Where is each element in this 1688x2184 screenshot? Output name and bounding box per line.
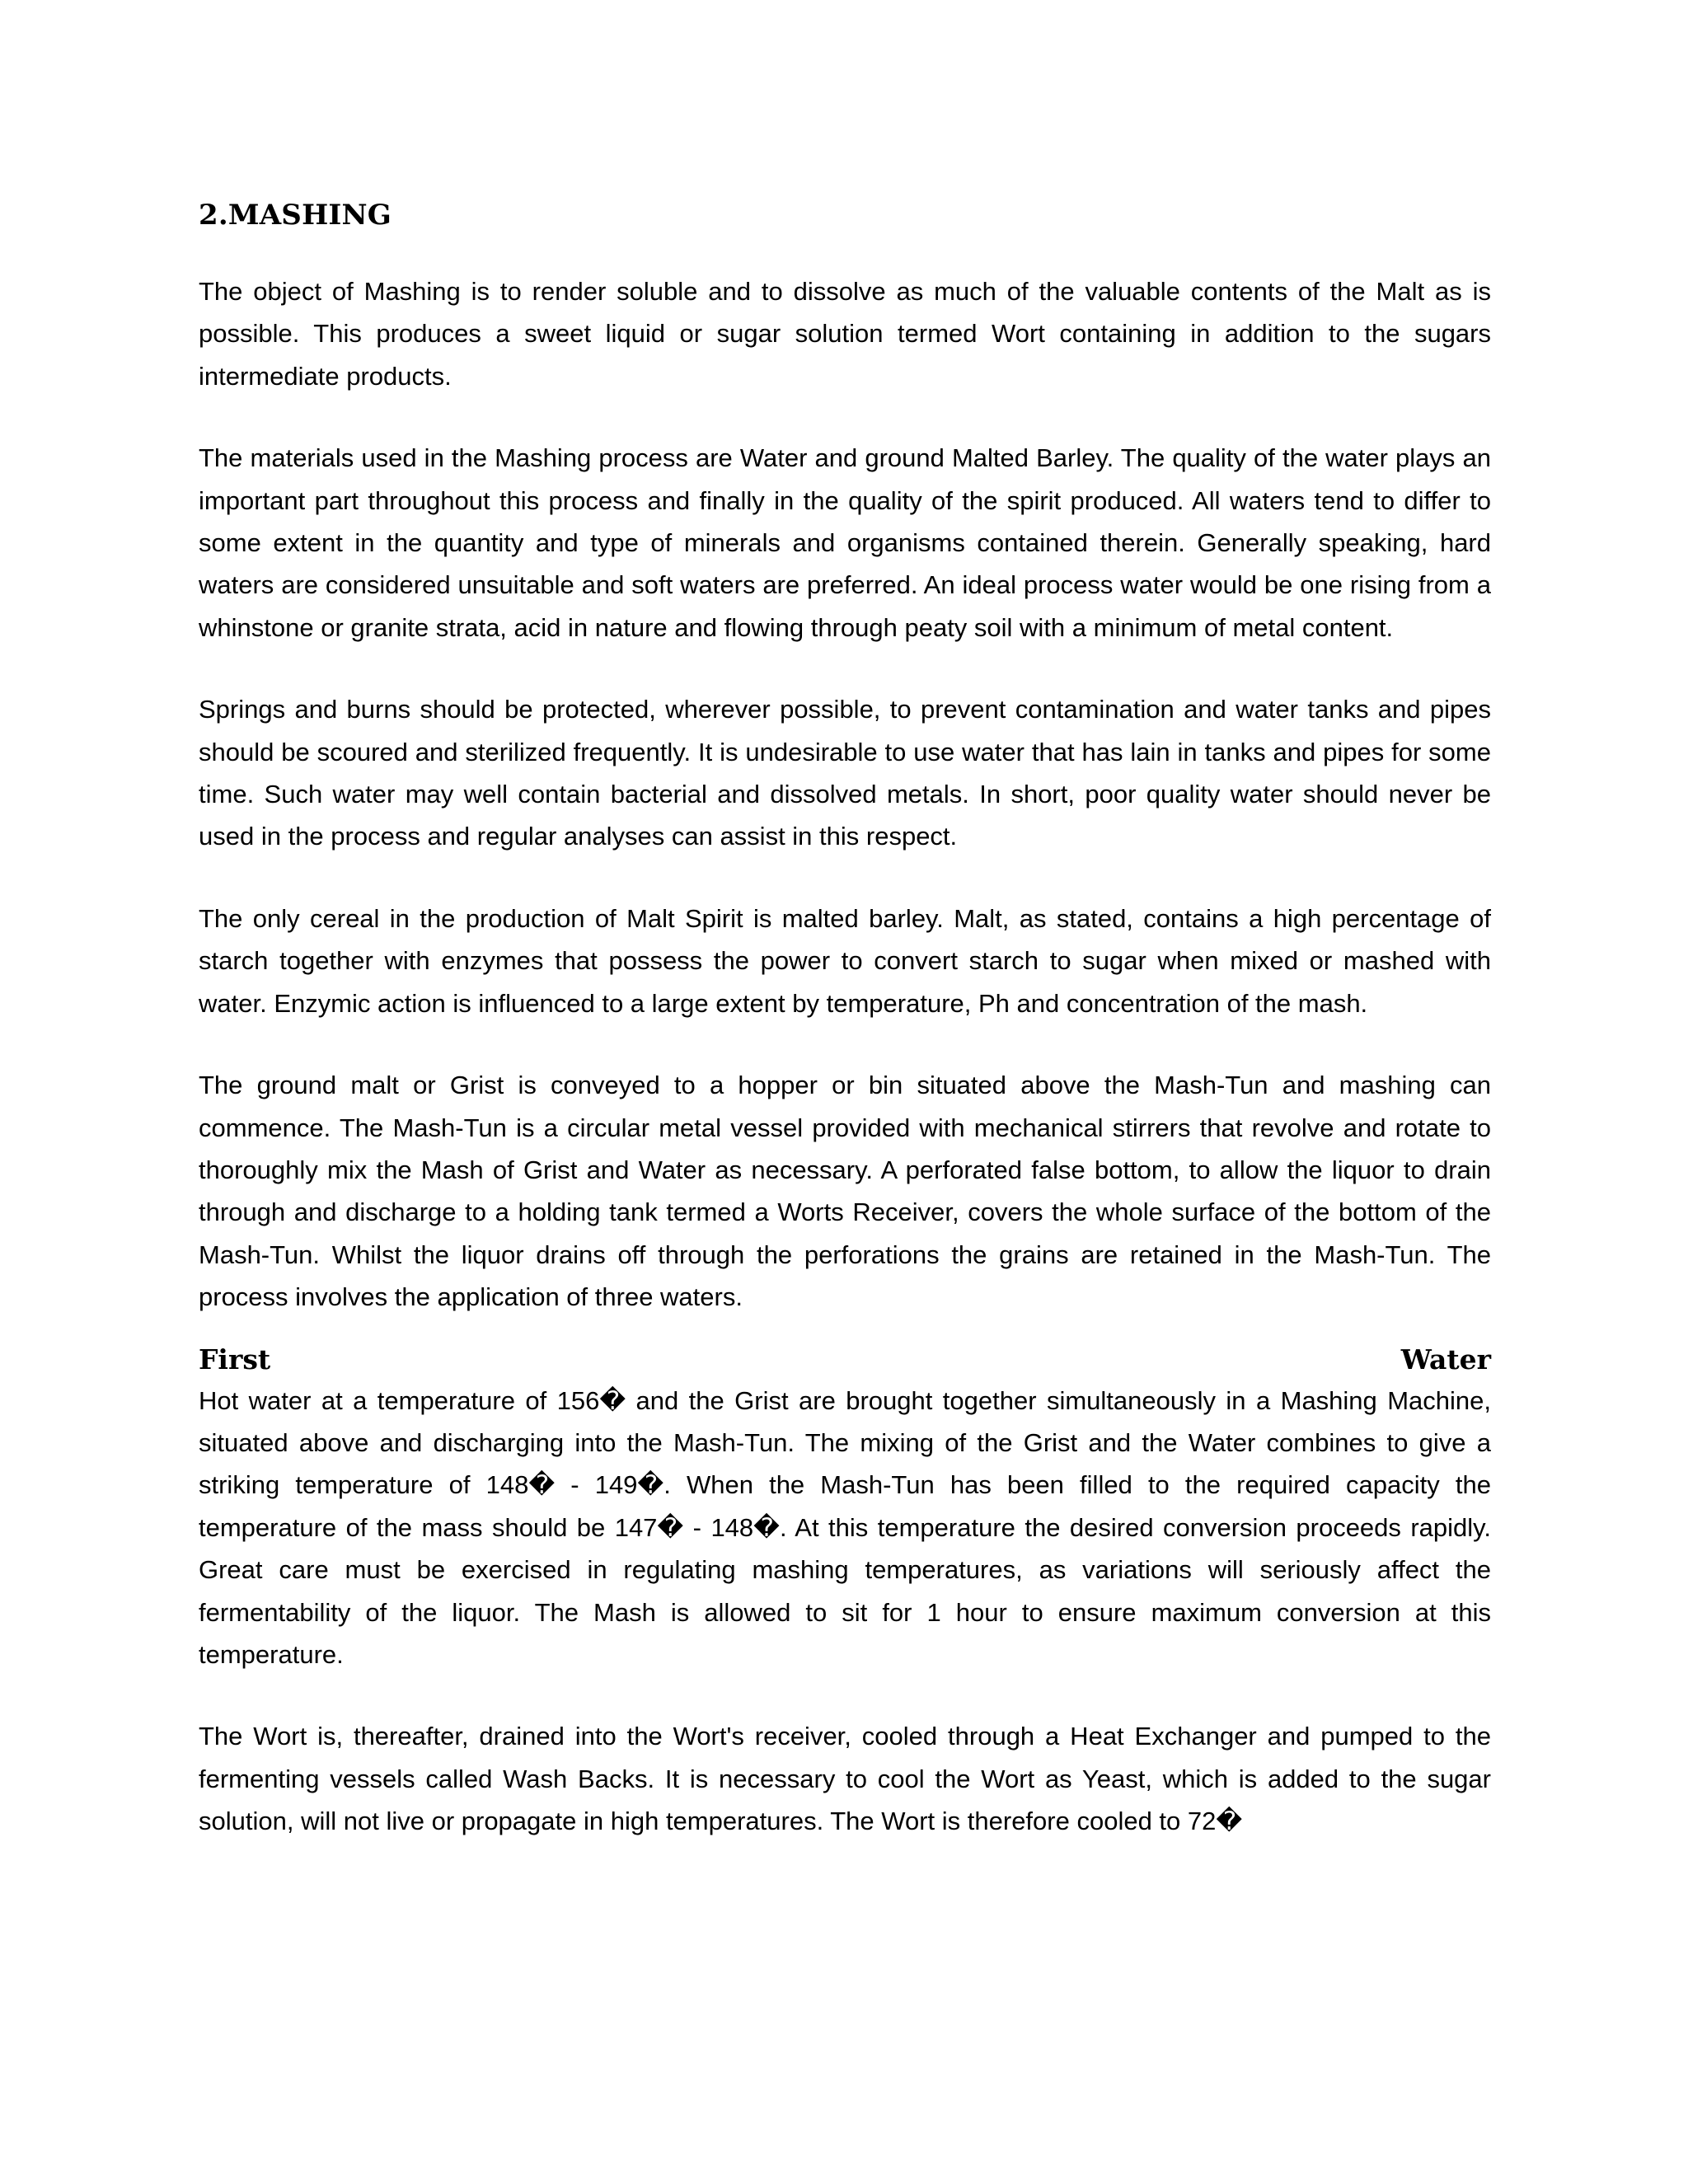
subheading-first-water xyxy=(199,1340,1491,1380)
paragraph-springs-burns: Springs and burns should be protected, wherever possible, to prevent contamination and water tanks and pipes should be scoured and sterilized frequently. It is undesirable to use water that has lain in tanks and pipes for some time. Such water may well contain bacterial and dissolved metals. In short, poor quality water should never be used in the process and regular analyses can assist in this respect. xyxy=(199,695,1491,851)
subheading-right: Water xyxy=(1400,1343,1491,1376)
section-title: 2.MASHING xyxy=(199,199,392,232)
paragraph-wort-cooling: The Wort is, thereafter, drained into the Wort's receiver, cooled through a Heat Exchanger and pumped to the fermenting vessels called Wash Backs. It is necessary to cool the Wort as Yeast, which is added to the sugar solution, will not live or propagate in high temperatures. The Wort is therefore cooled to 72� xyxy=(199,1722,1491,1836)
paragraph-grist-mash-tun: The ground malt or Grist is conveyed to a hopper or bin situated above the Mash-Tun and mashing can commence. The Mash-Tun is a circular metal vessel provided with mechanical stirrers that revolve and rotate to thoroughly mix the Mash of Grist and Water as necessary. A perforated false bottom, to allow the liquor to drain through and discharge to a holding tank termed a Worts Receiver, covers the whole surface of the bottom of the Mash-Tun. Whilst the liquor drains off through the perforations the grains are retained in the Mash-Tun. The process involves the application of three waters. xyxy=(199,1071,1491,1312)
paragraph-cereal-malt: The only cereal in the production of Malt Spirit is malted barley. Malt, as stated, contains a high percentage of starch together with enzymes that possess the power to convert starch to sugar when mixed or mashed with water. Enzymic action is influenced to a large extent by temperature, Ph and concentration of the mash. xyxy=(199,903,1491,1018)
paragraph-hot-water-temperature: Hot water at a temperature of 156� and the Grist are brought together simultaneously in a Mashing Machine, situated above and discharging into the Mash-Tun. The mixing of the Grist and the Water combines to give a striking temperature of 148� - 149�. When the Mash-Tun has been filled to the required capacity the temperature of the mass should be 147� - 148�. At this temperature the desired conversion proceeds rapidly. Great care must be exercised in regulating mashing temperatures, as variations will seriously affect the fermentability of the liquor. The Mash is allowed to sit for 1 hour to ensure maximum conversion at this temperature. xyxy=(199,1385,1491,1669)
subheading-left: First xyxy=(199,1343,271,1376)
paragraph-mashing-object: The object of Mashing is to render soluble and to dissolve as much of the valuable contents of the Malt as is possible. This produces a sweet liquid or sugar solution termed Wort containing in addition to the sugars intermediate products. xyxy=(199,277,1491,391)
document-page xyxy=(199,194,1491,1843)
paragraph-materials-water: The materials used in the Mashing process are Water and ground Malted Barley. The quality of the water plays an important part throughout this process and finally in the quality of the spirit produced. All waters tend to differ to some extent in the quantity and type of minerals and organisms contained therein. Generally speaking, hard waters are considered unsuitable and soft waters are preferred. An ideal process water would be one rising from a whinstone or granite strata, acid in nature and flowing through peaty soil with a minimum of metal content. xyxy=(199,443,1491,642)
